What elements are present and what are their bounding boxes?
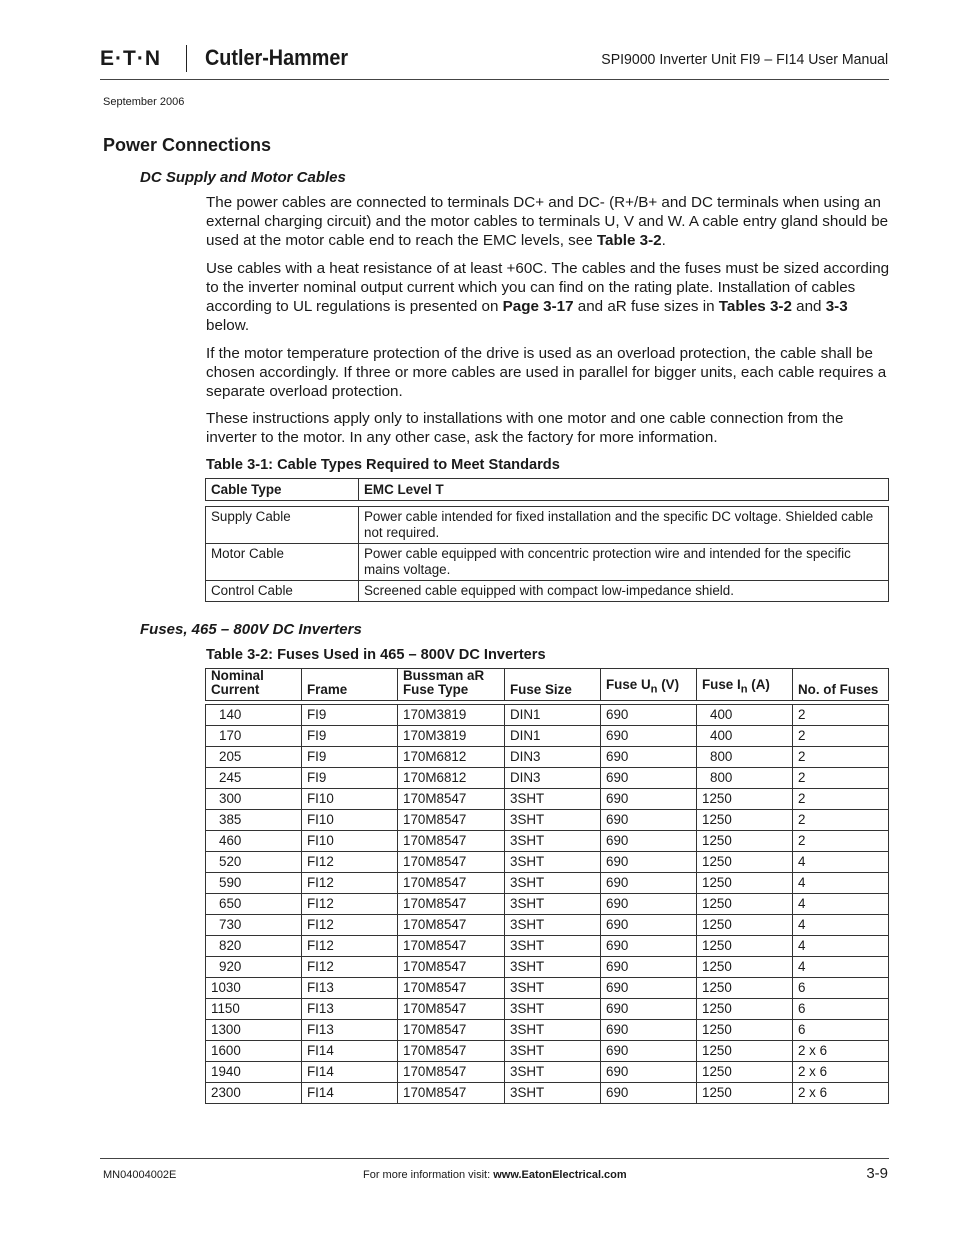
table-row xyxy=(206,789,889,810)
table-cell: 170M8547 xyxy=(398,936,505,957)
table-cell: 6 xyxy=(793,999,889,1020)
table-cell: FI10 xyxy=(302,810,398,831)
table-cell: 3SHT xyxy=(505,957,601,978)
table-cell: 3SHT xyxy=(505,999,601,1020)
table-cell: FI9 xyxy=(302,726,398,747)
publish-date: September 2006 xyxy=(103,96,185,108)
table-cell: 170 xyxy=(206,726,302,747)
table-cell: 3SHT xyxy=(505,978,601,999)
table-cell: 6 xyxy=(793,1020,889,1041)
logo-divider xyxy=(186,45,187,72)
table-cell: Motor Cable xyxy=(206,544,359,581)
document-number: MN04004002E xyxy=(103,1169,177,1181)
table-row xyxy=(206,747,889,768)
table-cell: 2 x 6 xyxy=(793,1041,889,1062)
table-cell: 1250 xyxy=(697,852,793,873)
column-header: No. of Fuses xyxy=(793,669,889,701)
table-cell: 400 xyxy=(697,726,793,747)
column-header: Cable Type xyxy=(206,479,359,501)
table-cell: 690 xyxy=(601,726,697,747)
column-header: Frame xyxy=(302,669,398,701)
table-cell: 3SHT xyxy=(505,1041,601,1062)
paragraph-cable-sizing: Use cables with a heat resistance of at least +60C. The cables and the fuses must be sized according to the inverter nominal output current which you can find on the rating plate. Installation of cables according to UL regulations is presented on Page 3-17 and aR fuse sizes in Tables 3-2 and 3-3 below. xyxy=(206,260,890,334)
table-cell: 6 xyxy=(793,978,889,999)
table-cell: 690 xyxy=(601,831,697,852)
table-cell: 1600 xyxy=(206,1041,302,1062)
table2-caption: Table 3-2: Fuses Used in 465 – 800V DC Inverters xyxy=(206,647,546,663)
column-header: Fuse Size xyxy=(505,669,601,701)
column-header: Fuse $I_n$ (A) xyxy=(697,669,793,701)
table-cell: 590 xyxy=(206,873,302,894)
table-cell: 1250 xyxy=(697,978,793,999)
table-cell: 2 x 6 xyxy=(793,1083,889,1104)
eaton-logo: E·T·N xyxy=(100,47,161,70)
table-cell: 1030 xyxy=(206,978,302,999)
table-cell: 170M8547 xyxy=(398,852,505,873)
table-cell: 460 xyxy=(206,831,302,852)
table-cell: FI13 xyxy=(302,1020,398,1041)
table-cell: FI14 xyxy=(302,1041,398,1062)
table-cell: 170M8547 xyxy=(398,915,505,936)
table-row xyxy=(206,936,889,957)
table-cell: 1250 xyxy=(697,810,793,831)
table-row xyxy=(206,1062,889,1083)
table-row xyxy=(206,705,889,726)
table-cell: 1250 xyxy=(697,1062,793,1083)
table-cell: 170M6812 xyxy=(398,768,505,789)
table-cell: Screened cable equipped with compact low-impedance shield. xyxy=(359,581,889,602)
table-cell: 690 xyxy=(601,747,697,768)
table-cell: 2 xyxy=(793,747,889,768)
table-cell: 920 xyxy=(206,957,302,978)
footer-info: For more information visit: www.EatonElectrical.com xyxy=(363,1169,627,1181)
table-row xyxy=(206,1020,889,1041)
table-cell: 1250 xyxy=(697,789,793,810)
table-cell: 4 xyxy=(793,936,889,957)
cable-types-table xyxy=(205,478,889,602)
table-cell: 690 xyxy=(601,789,697,810)
table-cell: FI12 xyxy=(302,873,398,894)
table-cell: FI12 xyxy=(302,852,398,873)
table-cell: 690 xyxy=(601,810,697,831)
table-cell: 3SHT xyxy=(505,1062,601,1083)
table-cell: 2 xyxy=(793,768,889,789)
table-cell: 800 xyxy=(697,768,793,789)
table-cell: FI9 xyxy=(302,768,398,789)
table-cell: 690 xyxy=(601,936,697,957)
table-cell: 1250 xyxy=(697,894,793,915)
table-cell: 170M8547 xyxy=(398,1062,505,1083)
table-row xyxy=(206,852,889,873)
table-cell: FI10 xyxy=(302,789,398,810)
table-row xyxy=(206,957,889,978)
table-cell: 2 xyxy=(793,831,889,852)
table-cell: 1150 xyxy=(206,999,302,1020)
table-cell: FI9 xyxy=(302,705,398,726)
table-cell: 690 xyxy=(601,894,697,915)
table-cell: Power cable equipped with concentric protection wire and intended for the specific mains voltage. xyxy=(359,544,889,581)
table-cell: 385 xyxy=(206,810,302,831)
table-cell: 1250 xyxy=(697,1020,793,1041)
table-cell: 4 xyxy=(793,852,889,873)
table-cell: 170M3819 xyxy=(398,705,505,726)
table-row xyxy=(206,915,889,936)
table-cell: FI12 xyxy=(302,915,398,936)
table-cell: Power cable intended for fixed installation and the specific DC voltage. Shielded cable not required. xyxy=(359,507,889,544)
fuses-heading: Fuses, 465 – 800V DC Inverters xyxy=(140,621,362,638)
table-cell: 3SHT xyxy=(505,852,601,873)
table-cell: 245 xyxy=(206,768,302,789)
table-row xyxy=(206,1083,889,1104)
table-cell: 170M8547 xyxy=(398,1041,505,1062)
paragraph-overload-protection: If the motor temperature protection of the drive is used as an overload protection, the cable shall be chosen accordingly. If three or more cables are used in parallel for bigger units, each cable requires a separate overload protection. xyxy=(206,345,887,400)
table-cell: 205 xyxy=(206,747,302,768)
section-title: Power Connections xyxy=(103,135,272,155)
fuses-table-body xyxy=(206,705,889,1104)
column-header: Fuse $U_n$ (V) xyxy=(601,669,697,701)
table-cell: 4 xyxy=(793,873,889,894)
table-header-row xyxy=(206,669,889,701)
table-row xyxy=(206,726,889,747)
column-header: Nominal Current xyxy=(206,669,302,701)
table-row xyxy=(206,1041,889,1062)
paragraph-installation-scope: These instructions apply only to installations with one motor and one cable connection from the inverter to the motor. In any other case, ask the factory for more information. xyxy=(206,410,844,446)
column-header: Bussman aR Fuse Type xyxy=(398,669,505,701)
table-cell: 690 xyxy=(601,873,697,894)
table-cell: 1250 xyxy=(697,873,793,894)
table-cell: 3SHT xyxy=(505,1083,601,1104)
table-row xyxy=(206,999,889,1020)
table-cell: 140 xyxy=(206,705,302,726)
table-cell: 300 xyxy=(206,789,302,810)
table-cell: 3SHT xyxy=(505,831,601,852)
table-row xyxy=(206,581,889,602)
table-cell: 1250 xyxy=(697,915,793,936)
table-cell: 3SHT xyxy=(505,894,601,915)
table-cell: 1300 xyxy=(206,1020,302,1041)
website-link[interactable]: www.EatonElectrical.com xyxy=(493,1169,627,1181)
table-cell: 170M8547 xyxy=(398,894,505,915)
table-cell: 3SHT xyxy=(505,789,601,810)
table-cell: 690 xyxy=(601,957,697,978)
table-cell: 690 xyxy=(601,705,697,726)
table-cell: FI13 xyxy=(302,978,398,999)
table-cell: 2 xyxy=(793,789,889,810)
table-cell: 170M8547 xyxy=(398,957,505,978)
table-header-row xyxy=(206,479,889,501)
table-cell: 520 xyxy=(206,852,302,873)
table-cell: 800 xyxy=(697,747,793,768)
table-cell: 690 xyxy=(601,1020,697,1041)
table-cell: DIN1 xyxy=(505,726,601,747)
table-cell: 690 xyxy=(601,1062,697,1083)
table-cell: FI10 xyxy=(302,831,398,852)
table-cell: 3SHT xyxy=(505,915,601,936)
table1-caption: Table 3-1: Cable Types Required to Meet Standards xyxy=(206,457,560,473)
table-cell: 2 xyxy=(793,726,889,747)
fuses-table xyxy=(205,668,889,1104)
footer-rule xyxy=(100,1158,889,1159)
table-row xyxy=(206,873,889,894)
table-cell: 690 xyxy=(601,1041,697,1062)
table-cell: 690 xyxy=(601,915,697,936)
table-cell: 1250 xyxy=(697,936,793,957)
table-cell: 2300 xyxy=(206,1083,302,1104)
table-cell: DIN3 xyxy=(505,768,601,789)
table-cell: FI14 xyxy=(302,1083,398,1104)
table-cell: FI12 xyxy=(302,894,398,915)
table-cell: 690 xyxy=(601,999,697,1020)
table-row xyxy=(206,768,889,789)
table-cell: 2 xyxy=(793,810,889,831)
table-cell: 170M8547 xyxy=(398,789,505,810)
table-cell: DIN3 xyxy=(505,747,601,768)
table-cell: FI13 xyxy=(302,999,398,1020)
table-row xyxy=(206,544,889,581)
table-cell: 3SHT xyxy=(505,1020,601,1041)
table-cell: 170M8547 xyxy=(398,1083,505,1104)
page-number: 3-9 xyxy=(866,1165,888,1182)
paragraph-power-cables: The power cables are connected to terminals DC+ and DC- (R+/B+ and DC terminals when using an external charging circuit) and the motor cables to terminals U, V and W. A cable entry gland should be used at the motor cable end to reach the EMC levels, see Table 3-2. xyxy=(206,194,889,249)
table-cell: 690 xyxy=(601,1083,697,1104)
table-cell: 3SHT xyxy=(505,936,601,957)
table-cell: FI14 xyxy=(302,1062,398,1083)
table-row xyxy=(206,978,889,999)
manual-title: SPI9000 Inverter Unit FI9 – FI14 User Manual xyxy=(601,51,888,68)
table-cell: Supply Cable xyxy=(206,507,359,544)
table-cell: 820 xyxy=(206,936,302,957)
table-cell: 690 xyxy=(601,852,697,873)
table-cell: 170M6812 xyxy=(398,747,505,768)
table-cell: Control Cable xyxy=(206,581,359,602)
table-cell: 4 xyxy=(793,894,889,915)
table-cell: 400 xyxy=(697,705,793,726)
table-cell: FI9 xyxy=(302,747,398,768)
table-cell: 3SHT xyxy=(505,873,601,894)
table-cell: 1940 xyxy=(206,1062,302,1083)
table-cell: 3SHT xyxy=(505,810,601,831)
column-header: EMC Level T xyxy=(359,479,889,501)
table-cell: 2 xyxy=(793,705,889,726)
table-cell: 170M8547 xyxy=(398,873,505,894)
table-cell: 170M3819 xyxy=(398,726,505,747)
table-cell: 170M8547 xyxy=(398,978,505,999)
table-cell: 4 xyxy=(793,915,889,936)
table-cell: FI12 xyxy=(302,936,398,957)
table-cell: 690 xyxy=(601,768,697,789)
table-cell: 1250 xyxy=(697,957,793,978)
table-cell: 170M8547 xyxy=(398,810,505,831)
table-cell: 1250 xyxy=(697,1041,793,1062)
table-cell: 1250 xyxy=(697,1083,793,1104)
table-row xyxy=(206,831,889,852)
header-rule xyxy=(100,79,889,80)
table-cell: 1250 xyxy=(697,831,793,852)
table-cell: DIN1 xyxy=(505,705,601,726)
brand-name: Cutler-Hammer xyxy=(205,45,349,70)
table-row xyxy=(206,810,889,831)
table-cell: FI12 xyxy=(302,957,398,978)
table-cell: 690 xyxy=(601,978,697,999)
table-row xyxy=(206,507,889,544)
dc-supply-heading: DC Supply and Motor Cables xyxy=(140,169,346,186)
table-row xyxy=(206,894,889,915)
table-cell: 1250 xyxy=(697,999,793,1020)
table-cell: 730 xyxy=(206,915,302,936)
table-cell: 170M8547 xyxy=(398,999,505,1020)
table-cell: 4 xyxy=(793,957,889,978)
table-cell: 2 x 6 xyxy=(793,1062,889,1083)
table-cell: 170M8547 xyxy=(398,1020,505,1041)
table-cell: 170M8547 xyxy=(398,831,505,852)
table-cell: 650 xyxy=(206,894,302,915)
